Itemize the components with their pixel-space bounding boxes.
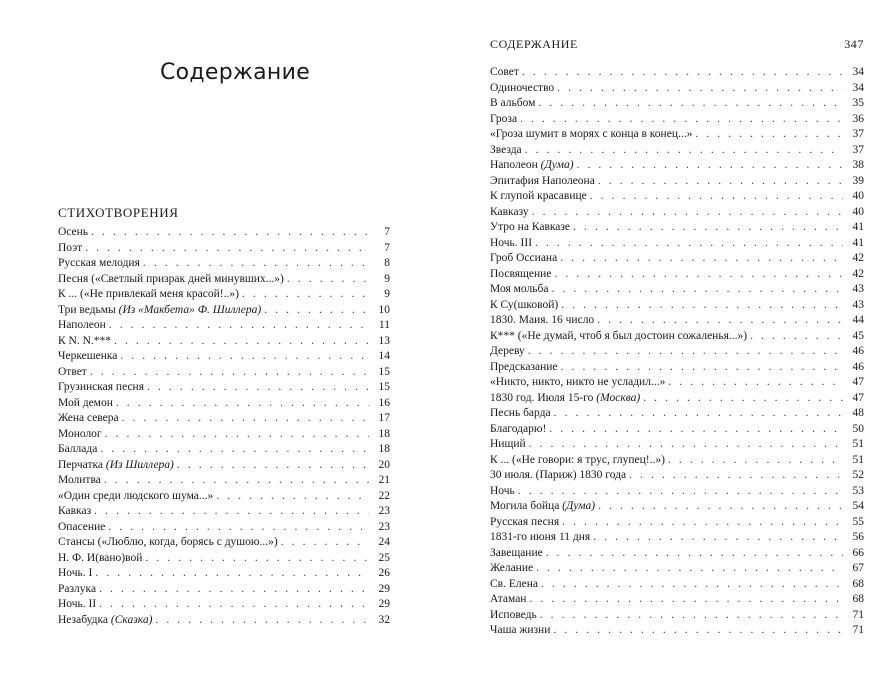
toc-entry-page: 37 bbox=[852, 128, 864, 140]
toc-entry bbox=[58, 241, 390, 257]
toc-entry bbox=[490, 282, 864, 298]
toc-entry bbox=[58, 458, 390, 474]
dot-leader bbox=[143, 256, 369, 272]
toc-entry-title: Незабудка (Сказка) bbox=[58, 613, 153, 626]
dot-leader bbox=[95, 566, 369, 582]
toc-entry bbox=[490, 623, 864, 639]
dot-leader bbox=[561, 298, 843, 314]
toc-entry bbox=[490, 81, 864, 97]
toc-entry-title: К ... («Не привлекай меня красой!..») bbox=[58, 288, 239, 300]
toc-entry-title: Опасение bbox=[58, 520, 106, 533]
toc-entry-title: Три ведьмы (Из «Макбета» Ф. Шиллера) bbox=[58, 303, 262, 316]
toc-entry-title: К*** («Не думай, чтоб я был достоин сожаленья...») bbox=[490, 329, 748, 342]
toc-entry-page: 39 bbox=[852, 174, 864, 187]
toc-entry-title: Ночь. III bbox=[490, 236, 533, 249]
dot-leader bbox=[147, 380, 369, 396]
toc-entry bbox=[58, 287, 390, 303]
toc-list-left bbox=[58, 225, 390, 628]
toc-entry-page: 43 bbox=[852, 298, 864, 311]
toc-entry-title: Черкешенка bbox=[58, 350, 118, 362]
toc-entry-page: 37 bbox=[852, 143, 864, 156]
toc-entry bbox=[58, 427, 390, 443]
toc-entry-page: 66 bbox=[852, 546, 864, 559]
toc-entry bbox=[58, 272, 390, 288]
toc-entry-page: 14 bbox=[378, 350, 390, 362]
toc-entry bbox=[58, 520, 390, 536]
dot-leader bbox=[598, 174, 843, 190]
dot-leader bbox=[264, 303, 369, 319]
toc-entry-page: 16 bbox=[378, 396, 390, 409]
running-header-title: СОДЕРЖАНИЕ bbox=[490, 37, 578, 51]
dot-leader bbox=[561, 360, 843, 376]
dot-leader bbox=[90, 365, 369, 381]
toc-entry-page: 7 bbox=[384, 241, 390, 254]
toc-entry-title: 1830. Маия. 16 число bbox=[490, 314, 595, 326]
toc-entry-page: 9 bbox=[384, 272, 390, 285]
toc-entry-page: 17 bbox=[378, 412, 390, 424]
toc-entry-title: Наполеон bbox=[58, 319, 106, 331]
toc-entry-page: 46 bbox=[852, 345, 864, 357]
toc-entry-title: Разлука bbox=[58, 582, 97, 595]
toc-entry-title: «Гроза шумит в морях с конца в конец...» bbox=[490, 128, 693, 140]
toc-entry-page: 52 bbox=[852, 469, 864, 481]
toc-entry bbox=[490, 499, 864, 515]
dot-leader bbox=[629, 468, 843, 484]
toc-entry-title: Кавказ bbox=[58, 505, 92, 517]
toc-entry-title: Мой демон bbox=[58, 396, 113, 409]
toc-entry-page: 43 bbox=[852, 283, 864, 295]
toc-entry bbox=[490, 546, 864, 562]
toc-entry-title: Грузинская песня bbox=[58, 381, 145, 393]
toc-entry bbox=[490, 96, 864, 112]
page-title: Содержание bbox=[160, 60, 311, 85]
toc-entry-title: Перчатка (Из Шиллера) bbox=[58, 458, 174, 471]
toc-entry-title: Совет bbox=[490, 66, 519, 78]
toc-entry-page: 46 bbox=[852, 360, 864, 373]
dot-leader bbox=[598, 499, 843, 515]
toc-entry-title: Звезда bbox=[490, 143, 522, 156]
toc-entry-title: Гроб Оссиана bbox=[490, 252, 558, 264]
toc-entry-title: Монолог bbox=[58, 427, 102, 440]
dot-leader bbox=[108, 520, 369, 536]
toc-entry-title: Посвящение bbox=[490, 267, 552, 280]
toc-entry-page: 8 bbox=[384, 257, 390, 269]
dot-leader bbox=[99, 582, 369, 598]
toc-entry-title: Могила бойца (Дума) bbox=[490, 500, 596, 512]
toc-entry bbox=[490, 267, 864, 283]
toc-entry bbox=[58, 597, 390, 613]
toc-entry bbox=[490, 375, 864, 391]
dot-leader bbox=[549, 422, 843, 438]
toc-entry-title: Русская мелодия bbox=[58, 257, 140, 269]
dot-leader bbox=[525, 143, 843, 159]
toc-entry-title: Желание bbox=[490, 562, 534, 574]
toc-entry-note: (Из Шиллера) bbox=[105, 458, 174, 471]
toc-entry bbox=[58, 442, 390, 458]
toc-entry-page: 15 bbox=[378, 365, 390, 378]
dot-leader bbox=[116, 396, 369, 412]
toc-entry-page: 34 bbox=[852, 81, 864, 94]
toc-entry-title: Ночь. II bbox=[58, 598, 97, 610]
toc-entry-page: 48 bbox=[852, 407, 864, 419]
dot-leader bbox=[538, 96, 843, 112]
toc-entry-title: К ... («Не говори: я трус, глупец!..») bbox=[490, 453, 665, 466]
toc-entry-title: 30 июля. (Париж) 1830 года bbox=[490, 469, 627, 481]
toc-entry bbox=[58, 334, 390, 350]
dot-leader bbox=[540, 608, 843, 624]
dot-leader bbox=[122, 411, 369, 427]
toc-entry-page: 29 bbox=[378, 582, 390, 595]
dot-leader bbox=[560, 251, 843, 267]
toc-entry-page: 32 bbox=[378, 613, 390, 626]
toc-entry-title: Чаша жизни bbox=[490, 624, 551, 636]
dot-leader bbox=[522, 65, 843, 81]
toc-entry-page: 13 bbox=[378, 334, 390, 347]
dot-leader bbox=[287, 272, 369, 288]
toc-entry-title: Осень bbox=[58, 226, 89, 238]
toc-entry bbox=[58, 380, 390, 396]
dot-leader bbox=[242, 287, 369, 303]
toc-entry-page: 35 bbox=[852, 97, 864, 109]
toc-entry bbox=[58, 613, 390, 629]
toc-entry bbox=[490, 453, 864, 469]
toc-entry bbox=[490, 158, 864, 174]
dot-leader bbox=[94, 504, 369, 520]
toc-entry bbox=[58, 349, 390, 365]
toc-entry bbox=[490, 236, 864, 252]
dot-leader bbox=[553, 623, 843, 639]
toc-entry bbox=[58, 396, 390, 412]
toc-entry-page: 10 bbox=[378, 303, 390, 316]
toc-entry-page: 71 bbox=[852, 624, 864, 636]
toc-entry bbox=[58, 365, 390, 381]
toc-entry bbox=[490, 329, 864, 345]
toc-entry-title: Завещание bbox=[490, 546, 543, 559]
dot-leader bbox=[546, 546, 843, 562]
toc-entry-page: 55 bbox=[852, 515, 864, 528]
dot-leader bbox=[177, 458, 369, 474]
toc-entry-title: Наполеон (Дума) bbox=[490, 159, 574, 171]
toc-entry bbox=[490, 577, 864, 593]
toc-entry bbox=[490, 468, 864, 484]
toc-entry-title: Ответ bbox=[58, 365, 87, 378]
dot-leader bbox=[750, 329, 843, 345]
dot-leader bbox=[590, 189, 843, 205]
dot-leader bbox=[99, 597, 369, 613]
toc-entry-page: 23 bbox=[378, 520, 390, 533]
toc-entry-page: 71 bbox=[852, 608, 864, 621]
toc-entry bbox=[490, 592, 864, 608]
toc-entry-page: 47 bbox=[852, 391, 864, 404]
toc-entry bbox=[490, 298, 864, 314]
dot-leader bbox=[532, 205, 843, 221]
dot-leader bbox=[528, 344, 843, 360]
dot-leader bbox=[120, 349, 369, 365]
toc-entry bbox=[490, 251, 864, 267]
toc-entry-page: 21 bbox=[378, 474, 390, 486]
toc-entry-page: 40 bbox=[852, 205, 864, 218]
toc-entry-page: 26 bbox=[378, 567, 390, 579]
toc-entry-page: 54 bbox=[852, 500, 864, 512]
toc-entry-title: Одиночество bbox=[490, 81, 555, 94]
toc-entry-title: Ночь. I bbox=[58, 567, 93, 579]
dot-leader bbox=[668, 453, 843, 469]
dot-leader bbox=[554, 267, 843, 283]
toc-entry-title: Исповедь bbox=[490, 608, 537, 621]
dot-leader bbox=[554, 406, 843, 422]
toc-entry-page: 42 bbox=[852, 252, 864, 264]
toc-entry-page: 25 bbox=[378, 551, 390, 564]
toc-entry-page: 68 bbox=[852, 593, 864, 605]
toc-entry-page: 34 bbox=[852, 66, 864, 78]
dot-leader bbox=[535, 236, 843, 252]
toc-entry-title: Дереву bbox=[490, 345, 525, 357]
toc-entry bbox=[490, 205, 864, 221]
dot-leader bbox=[104, 473, 369, 489]
dot-leader bbox=[562, 515, 843, 531]
toc-entry-title: К N. N.*** bbox=[58, 334, 112, 347]
dot-leader bbox=[597, 313, 843, 329]
toc-entry-title: 1830 год. Июля 15-го (Москва) bbox=[490, 391, 641, 404]
toc-entry-page: 50 bbox=[852, 422, 864, 435]
dot-leader bbox=[105, 427, 369, 443]
dot-leader bbox=[668, 375, 843, 391]
toc-entry-title: Нищий bbox=[490, 438, 526, 450]
toc-entry bbox=[490, 561, 864, 577]
toc-entry-page: 11 bbox=[378, 319, 390, 331]
toc-entry-page: 24 bbox=[378, 536, 390, 548]
toc-entry-title: Предсказание bbox=[490, 360, 558, 373]
toc-entry bbox=[490, 437, 864, 453]
page-number: 347 bbox=[844, 37, 864, 51]
toc-entry-title: Гроза bbox=[490, 112, 518, 125]
toc-entry bbox=[490, 189, 864, 205]
toc-entry-page: 7 bbox=[384, 226, 390, 238]
toc-entry bbox=[490, 422, 864, 438]
toc-entry-title: Эпитафия Наполеона bbox=[490, 174, 595, 187]
toc-entry-page: 22 bbox=[378, 489, 390, 502]
toc-entry bbox=[58, 473, 390, 489]
toc-entry-title: Жена севера bbox=[58, 412, 119, 424]
toc-entry-page: 51 bbox=[852, 453, 864, 466]
dot-leader bbox=[536, 561, 843, 577]
toc-entry bbox=[58, 411, 390, 427]
toc-entry-page: 56 bbox=[852, 531, 864, 543]
dot-leader bbox=[643, 391, 843, 407]
toc-entry-title: Поэт bbox=[58, 241, 83, 254]
dot-leader bbox=[518, 484, 843, 500]
toc-entry-title: Молитва bbox=[58, 474, 101, 486]
toc-entry-title: Утро на Кавказе bbox=[490, 221, 571, 233]
dot-leader bbox=[573, 220, 843, 236]
toc-entry bbox=[490, 484, 864, 500]
toc-entry bbox=[58, 489, 390, 505]
dot-leader bbox=[114, 334, 369, 350]
toc-entry-note: (Москва) bbox=[596, 391, 641, 404]
toc-entry-page: 20 bbox=[378, 458, 390, 471]
dot-leader bbox=[529, 592, 843, 608]
toc-entry-title: Моя мольба bbox=[490, 283, 549, 295]
dot-leader bbox=[145, 551, 369, 567]
toc-entry-title: К глупой красавице bbox=[490, 190, 587, 202]
toc-entry-title: Песнь барда bbox=[490, 407, 551, 419]
toc-entry-page: 44 bbox=[852, 314, 864, 326]
toc-list-right bbox=[490, 65, 864, 639]
toc-entry bbox=[490, 143, 864, 159]
toc-entry-page: 18 bbox=[378, 427, 390, 440]
dot-leader bbox=[529, 437, 843, 453]
toc-entry bbox=[58, 535, 390, 551]
toc-entry bbox=[490, 220, 864, 236]
toc-entry-page: 45 bbox=[852, 329, 864, 342]
toc-entry bbox=[58, 566, 390, 582]
toc-entry-page: 68 bbox=[852, 577, 864, 590]
toc-entry-page: 67 bbox=[852, 562, 864, 574]
dot-leader bbox=[100, 442, 369, 458]
toc-entry-page: 36 bbox=[852, 112, 864, 125]
dot-leader bbox=[695, 127, 843, 143]
toc-entry-title: К Су(шковой) bbox=[490, 298, 559, 311]
dot-leader bbox=[593, 530, 843, 546]
toc-entry bbox=[58, 582, 390, 598]
toc-entry-title: 1831-го июня 11 дня bbox=[490, 531, 591, 543]
toc-entry-title: Благодарю! bbox=[490, 422, 547, 435]
toc-entry bbox=[58, 256, 390, 272]
toc-entry-page: 51 bbox=[852, 438, 864, 450]
toc-entry-note: (Дума) bbox=[540, 159, 574, 171]
toc-entry-note: (Дума) bbox=[562, 500, 596, 512]
toc-entry bbox=[58, 504, 390, 520]
toc-entry bbox=[490, 112, 864, 128]
toc-entry bbox=[490, 391, 864, 407]
section-heading: СТИХОТВОРЕНИЯ bbox=[58, 205, 179, 220]
toc-entry-page: 23 bbox=[378, 505, 390, 517]
toc-entry bbox=[490, 174, 864, 190]
toc-entry-page: 18 bbox=[378, 443, 390, 455]
toc-entry-page: 40 bbox=[852, 190, 864, 202]
toc-entry bbox=[490, 406, 864, 422]
toc-entry-title: Баллада bbox=[58, 443, 98, 455]
toc-entry-title: Песня («Светлый призрак дней минувших...») bbox=[58, 272, 284, 285]
toc-entry bbox=[58, 551, 390, 567]
dot-leader bbox=[91, 225, 369, 241]
toc-entry bbox=[490, 530, 864, 546]
toc-entry-title: Св. Елена bbox=[490, 577, 538, 590]
toc-entry-page: 15 bbox=[378, 381, 390, 393]
toc-entry-title: Н. Ф. И(вано)вой bbox=[58, 551, 143, 564]
toc-entry-page: 47 bbox=[852, 376, 864, 388]
toc-entry bbox=[58, 318, 390, 334]
dot-leader bbox=[520, 112, 843, 128]
dot-leader bbox=[577, 158, 843, 174]
toc-entry-title: Ночь bbox=[490, 484, 515, 497]
toc-entry-title: Атаман bbox=[490, 593, 527, 605]
right-page bbox=[441, 0, 882, 700]
toc-entry-title: «Никто, никто, никто не усладил...» bbox=[490, 376, 666, 388]
toc-entry bbox=[490, 360, 864, 376]
dot-leader bbox=[109, 318, 369, 334]
toc-entry-title: «Один среди людского шума...» bbox=[58, 489, 214, 502]
toc-entry bbox=[490, 313, 864, 329]
toc-entry bbox=[490, 127, 864, 143]
toc-entry bbox=[490, 344, 864, 360]
dot-leader bbox=[551, 282, 843, 298]
toc-entry-page: 9 bbox=[384, 288, 390, 300]
toc-entry bbox=[58, 225, 390, 241]
toc-entry bbox=[58, 303, 390, 319]
toc-entry-page: 41 bbox=[852, 221, 864, 233]
toc-entry-title: В альбом bbox=[490, 97, 536, 109]
toc-entry bbox=[490, 65, 864, 81]
toc-entry-title: Стансы («Люблю, когда, борясь с душою...») bbox=[58, 536, 278, 548]
toc-entry-title: Русская песня bbox=[490, 515, 560, 528]
dot-leader bbox=[281, 535, 369, 551]
dot-leader bbox=[155, 613, 369, 629]
dot-leader bbox=[541, 577, 843, 593]
toc-entry bbox=[490, 515, 864, 531]
toc-entry-note: (Из «Макбета» Ф. Шиллера) bbox=[118, 303, 262, 316]
toc-entry-page: 41 bbox=[852, 236, 864, 249]
toc-entry bbox=[490, 608, 864, 624]
toc-entry-note: (Сказка) bbox=[110, 613, 153, 626]
toc-entry-title: Кавказу bbox=[490, 205, 529, 218]
dot-leader bbox=[557, 81, 843, 97]
toc-entry-page: 29 bbox=[378, 598, 390, 610]
toc-entry-page: 53 bbox=[852, 484, 864, 497]
toc-entry-page: 42 bbox=[852, 267, 864, 280]
toc-entry-page: 38 bbox=[852, 159, 864, 171]
dot-leader bbox=[85, 241, 369, 257]
dot-leader bbox=[216, 489, 369, 505]
